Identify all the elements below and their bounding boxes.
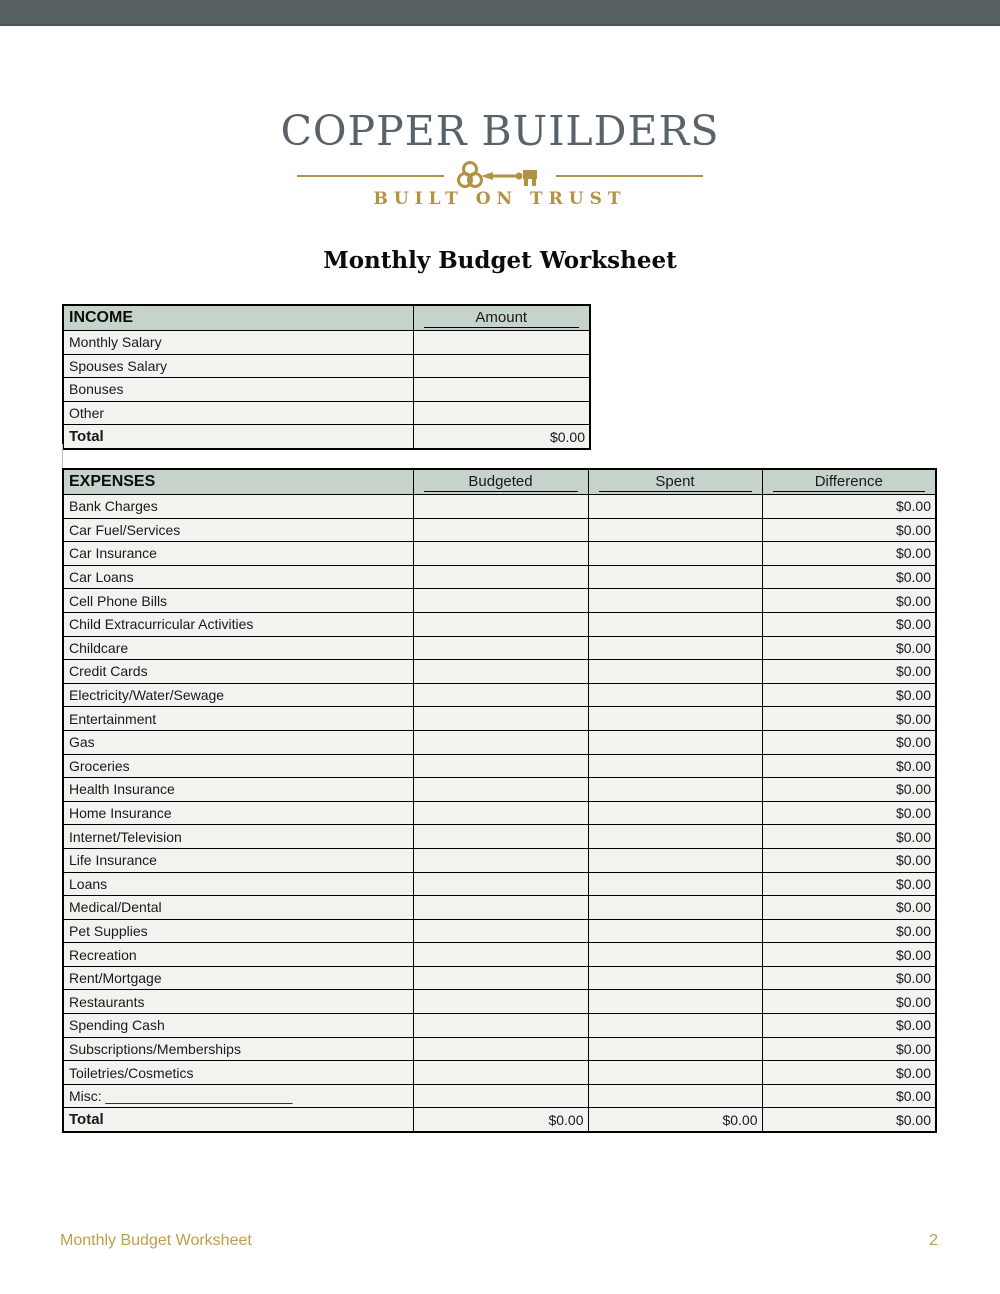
table-row: [63, 919, 936, 943]
difference-cell: $0.00: [762, 1037, 936, 1061]
budgeted-cell: [413, 1014, 588, 1038]
spent-column-header: [588, 469, 762, 495]
spent-cell: [588, 565, 762, 589]
budgeted-cell: [413, 943, 588, 967]
expenses-total-row: [63, 1108, 936, 1132]
table-row: [63, 990, 936, 1014]
difference-cell: $0.00: [762, 565, 936, 589]
difference-cell: $0.00: [762, 589, 936, 613]
spent-cell: [588, 683, 762, 707]
spent-cell: [588, 848, 762, 872]
expense-row-label-cell: Credit Cards: [63, 660, 413, 684]
difference-cell: $0.00: [762, 612, 936, 636]
difference-cell: $0.00: [762, 778, 936, 802]
expense-row-label-cell: Car Loans: [63, 565, 413, 589]
budgeted-cell: [413, 966, 588, 990]
table-row: [63, 778, 936, 802]
table-row: [63, 401, 590, 425]
budgeted-cell: [413, 1084, 588, 1108]
spent-cell: [588, 801, 762, 825]
expense-row-label-cell: Health Insurance: [63, 778, 413, 802]
table-row: [63, 331, 590, 355]
table-row: [63, 801, 936, 825]
income-row-label-cell: Monthly Salary: [63, 331, 413, 355]
difference-cell: $0.00: [762, 872, 936, 896]
spent-cell: [588, 872, 762, 896]
expense-row-label-cell: Life Insurance: [63, 848, 413, 872]
budgeted-cell: [413, 778, 588, 802]
footer-title: Monthly Budget Worksheet: [60, 1232, 252, 1249]
difference-cell: $0.00: [762, 825, 936, 849]
footer-page-number: 2: [929, 1232, 938, 1249]
budgeted-header-label: Budgeted: [424, 473, 578, 492]
difference-column-header: [762, 469, 936, 495]
difference-cell: $0.00: [762, 495, 936, 519]
difference-cell: $0.00: [762, 1061, 936, 1085]
difference-cell: $0.00: [762, 660, 936, 684]
spent-cell: [588, 730, 762, 754]
budgeted-cell: [413, 730, 588, 754]
divider-line-left: [297, 175, 444, 177]
difference-cell: $0.00: [762, 990, 936, 1014]
expense-row-label-cell: Car Insurance: [63, 542, 413, 566]
expense-row-label-cell: Subscriptions/Memberships: [63, 1037, 413, 1061]
difference-cell: $0.00: [762, 1014, 936, 1038]
expense-row-label-cell: Toiletries/Cosmetics: [63, 1061, 413, 1085]
income-total-label-cell: Total: [63, 425, 413, 449]
income-header-row: [63, 305, 590, 331]
expenses-table: [62, 468, 937, 1133]
spent-cell: [588, 612, 762, 636]
budgeted-cell: [413, 612, 588, 636]
difference-cell: $0.00: [762, 919, 936, 943]
expense-row-label-cell: Recreation: [63, 943, 413, 967]
income-section-header: INCOME: [63, 305, 413, 331]
table-row: [63, 518, 936, 542]
income-table: [62, 304, 591, 450]
budgeted-cell: [413, 495, 588, 519]
table-row: [63, 542, 936, 566]
difference-cell: $0.00: [762, 707, 936, 731]
spent-cell: [588, 754, 762, 778]
table-row: [63, 495, 936, 519]
income-row-label-cell: Bonuses: [63, 378, 413, 402]
spent-cell: [588, 825, 762, 849]
spent-cell: [588, 943, 762, 967]
difference-cell: $0.00: [762, 801, 936, 825]
spent-cell: [588, 636, 762, 660]
income-amount-cell: [413, 378, 590, 402]
spent-cell: [588, 896, 762, 920]
expense-row-label-cell: Internet/Television: [63, 825, 413, 849]
budgeted-cell: [413, 565, 588, 589]
spent-header-label: Spent: [599, 473, 752, 492]
spent-cell: [588, 778, 762, 802]
difference-cell: $0.00: [762, 754, 936, 778]
budgeted-cell: [413, 754, 588, 778]
income-amount-cell: [413, 401, 590, 425]
expenses-total-spent-cell: $0.00: [588, 1108, 762, 1132]
income-amount-cell: [413, 354, 590, 378]
spent-cell: [588, 919, 762, 943]
expense-row-label-cell: Restaurants: [63, 990, 413, 1014]
difference-cell: $0.00: [762, 518, 936, 542]
table-row: [63, 589, 936, 613]
budgeted-cell: [413, 919, 588, 943]
spent-cell: [588, 990, 762, 1014]
table-row: [63, 683, 936, 707]
budgeted-cell: [413, 1037, 588, 1061]
expenses-total-difference-cell: $0.00: [762, 1108, 936, 1132]
expense-row-label-cell: Electricity/Water/Sewage: [63, 683, 413, 707]
table-row: [63, 612, 936, 636]
table-row: [63, 660, 936, 684]
expense-row-label-cell: Pet Supplies: [63, 919, 413, 943]
spent-cell: [588, 1037, 762, 1061]
table-row: [63, 636, 936, 660]
table-row: [63, 707, 936, 731]
difference-cell: $0.00: [762, 966, 936, 990]
table-row: [63, 872, 936, 896]
budgeted-cell: [413, 660, 588, 684]
expense-row-label-cell: Gas: [63, 730, 413, 754]
expense-row-label-cell: Groceries: [63, 754, 413, 778]
table-row: [63, 896, 936, 920]
difference-cell: $0.00: [762, 542, 936, 566]
income-amount-cell: [413, 331, 590, 355]
expense-row-label-cell: Rent/Mortgage: [63, 966, 413, 990]
table-row: [63, 1061, 936, 1085]
budgeted-column-header: [413, 469, 588, 495]
spent-cell: [588, 1014, 762, 1038]
budgeted-cell: [413, 848, 588, 872]
expenses-section-header: EXPENSES: [63, 469, 413, 495]
income-total-amount-cell: $0.00: [413, 425, 590, 449]
table-row: [63, 754, 936, 778]
spent-cell: [588, 660, 762, 684]
divider-line-right: [556, 175, 703, 177]
budgeted-cell: [413, 707, 588, 731]
table-row: [63, 565, 936, 589]
expense-row-label-cell: Car Fuel/Services: [63, 518, 413, 542]
spent-cell: [588, 542, 762, 566]
spent-cell: [588, 518, 762, 542]
budgeted-cell: [413, 636, 588, 660]
expense-row-label-cell: Loans: [63, 872, 413, 896]
budgeted-cell: [413, 518, 588, 542]
key-icon: [457, 159, 543, 193]
difference-cell: $0.00: [762, 896, 936, 920]
expense-row-label-cell: Childcare: [63, 636, 413, 660]
expense-row-label-cell: Bank Charges: [63, 495, 413, 519]
budgeted-cell: [413, 990, 588, 1014]
budgeted-cell: [413, 1061, 588, 1085]
table-row: [63, 966, 936, 990]
budgeted-cell: [413, 542, 588, 566]
table-row: [63, 1014, 936, 1038]
table-row: [63, 354, 590, 378]
spent-cell: [588, 1061, 762, 1085]
difference-cell: $0.00: [762, 1084, 936, 1108]
expenses-header-row: [63, 469, 936, 495]
expense-row-label-cell: Misc: ________________________: [63, 1084, 413, 1108]
expenses-total-budgeted-cell: $0.00: [413, 1108, 588, 1132]
amount-column-header: [413, 305, 590, 331]
budgeted-cell: [413, 683, 588, 707]
expense-row-label-cell: Cell Phone Bills: [63, 589, 413, 613]
table-row: [63, 378, 590, 402]
expense-row-label-cell: Spending Cash: [63, 1014, 413, 1038]
income-total-row: [63, 425, 590, 449]
income-row-label-cell: Other: [63, 401, 413, 425]
amount-header-label: Amount: [424, 309, 580, 328]
table-row: [63, 943, 936, 967]
company-logo-name: COPPER BUILDERS: [280, 107, 720, 155]
spent-cell: [588, 707, 762, 731]
expenses-total-label-cell: Total: [63, 1108, 413, 1132]
company-tagline: BUILT ON TRUST: [373, 189, 627, 209]
gridline-artifact: [62, 444, 63, 470]
spent-cell: [588, 589, 762, 613]
difference-cell: $0.00: [762, 683, 936, 707]
difference-cell: $0.00: [762, 848, 936, 872]
page-title: Monthly Budget Worksheet: [323, 247, 677, 274]
table-row: [63, 1084, 936, 1108]
table-row: [63, 730, 936, 754]
spent-cell: [588, 966, 762, 990]
top-color-bar: [0, 0, 1000, 26]
spent-cell: [588, 1084, 762, 1108]
table-row: [63, 848, 936, 872]
expense-row-label-cell: Home Insurance: [63, 801, 413, 825]
income-row-label-cell: Spouses Salary: [63, 354, 413, 378]
table-row: [63, 825, 936, 849]
expense-row-label-cell: Child Extracurricular Activities: [63, 612, 413, 636]
budgeted-cell: [413, 801, 588, 825]
spent-cell: [588, 495, 762, 519]
budgeted-cell: [413, 896, 588, 920]
difference-cell: $0.00: [762, 943, 936, 967]
budgeted-cell: [413, 589, 588, 613]
expense-row-label-cell: Entertainment: [63, 707, 413, 731]
difference-cell: $0.00: [762, 636, 936, 660]
difference-cell: $0.00: [762, 730, 936, 754]
expense-row-label-cell: Medical/Dental: [63, 896, 413, 920]
budgeted-cell: [413, 825, 588, 849]
table-row: [63, 1037, 936, 1061]
difference-header-label: Difference: [773, 473, 926, 492]
budgeted-cell: [413, 872, 588, 896]
